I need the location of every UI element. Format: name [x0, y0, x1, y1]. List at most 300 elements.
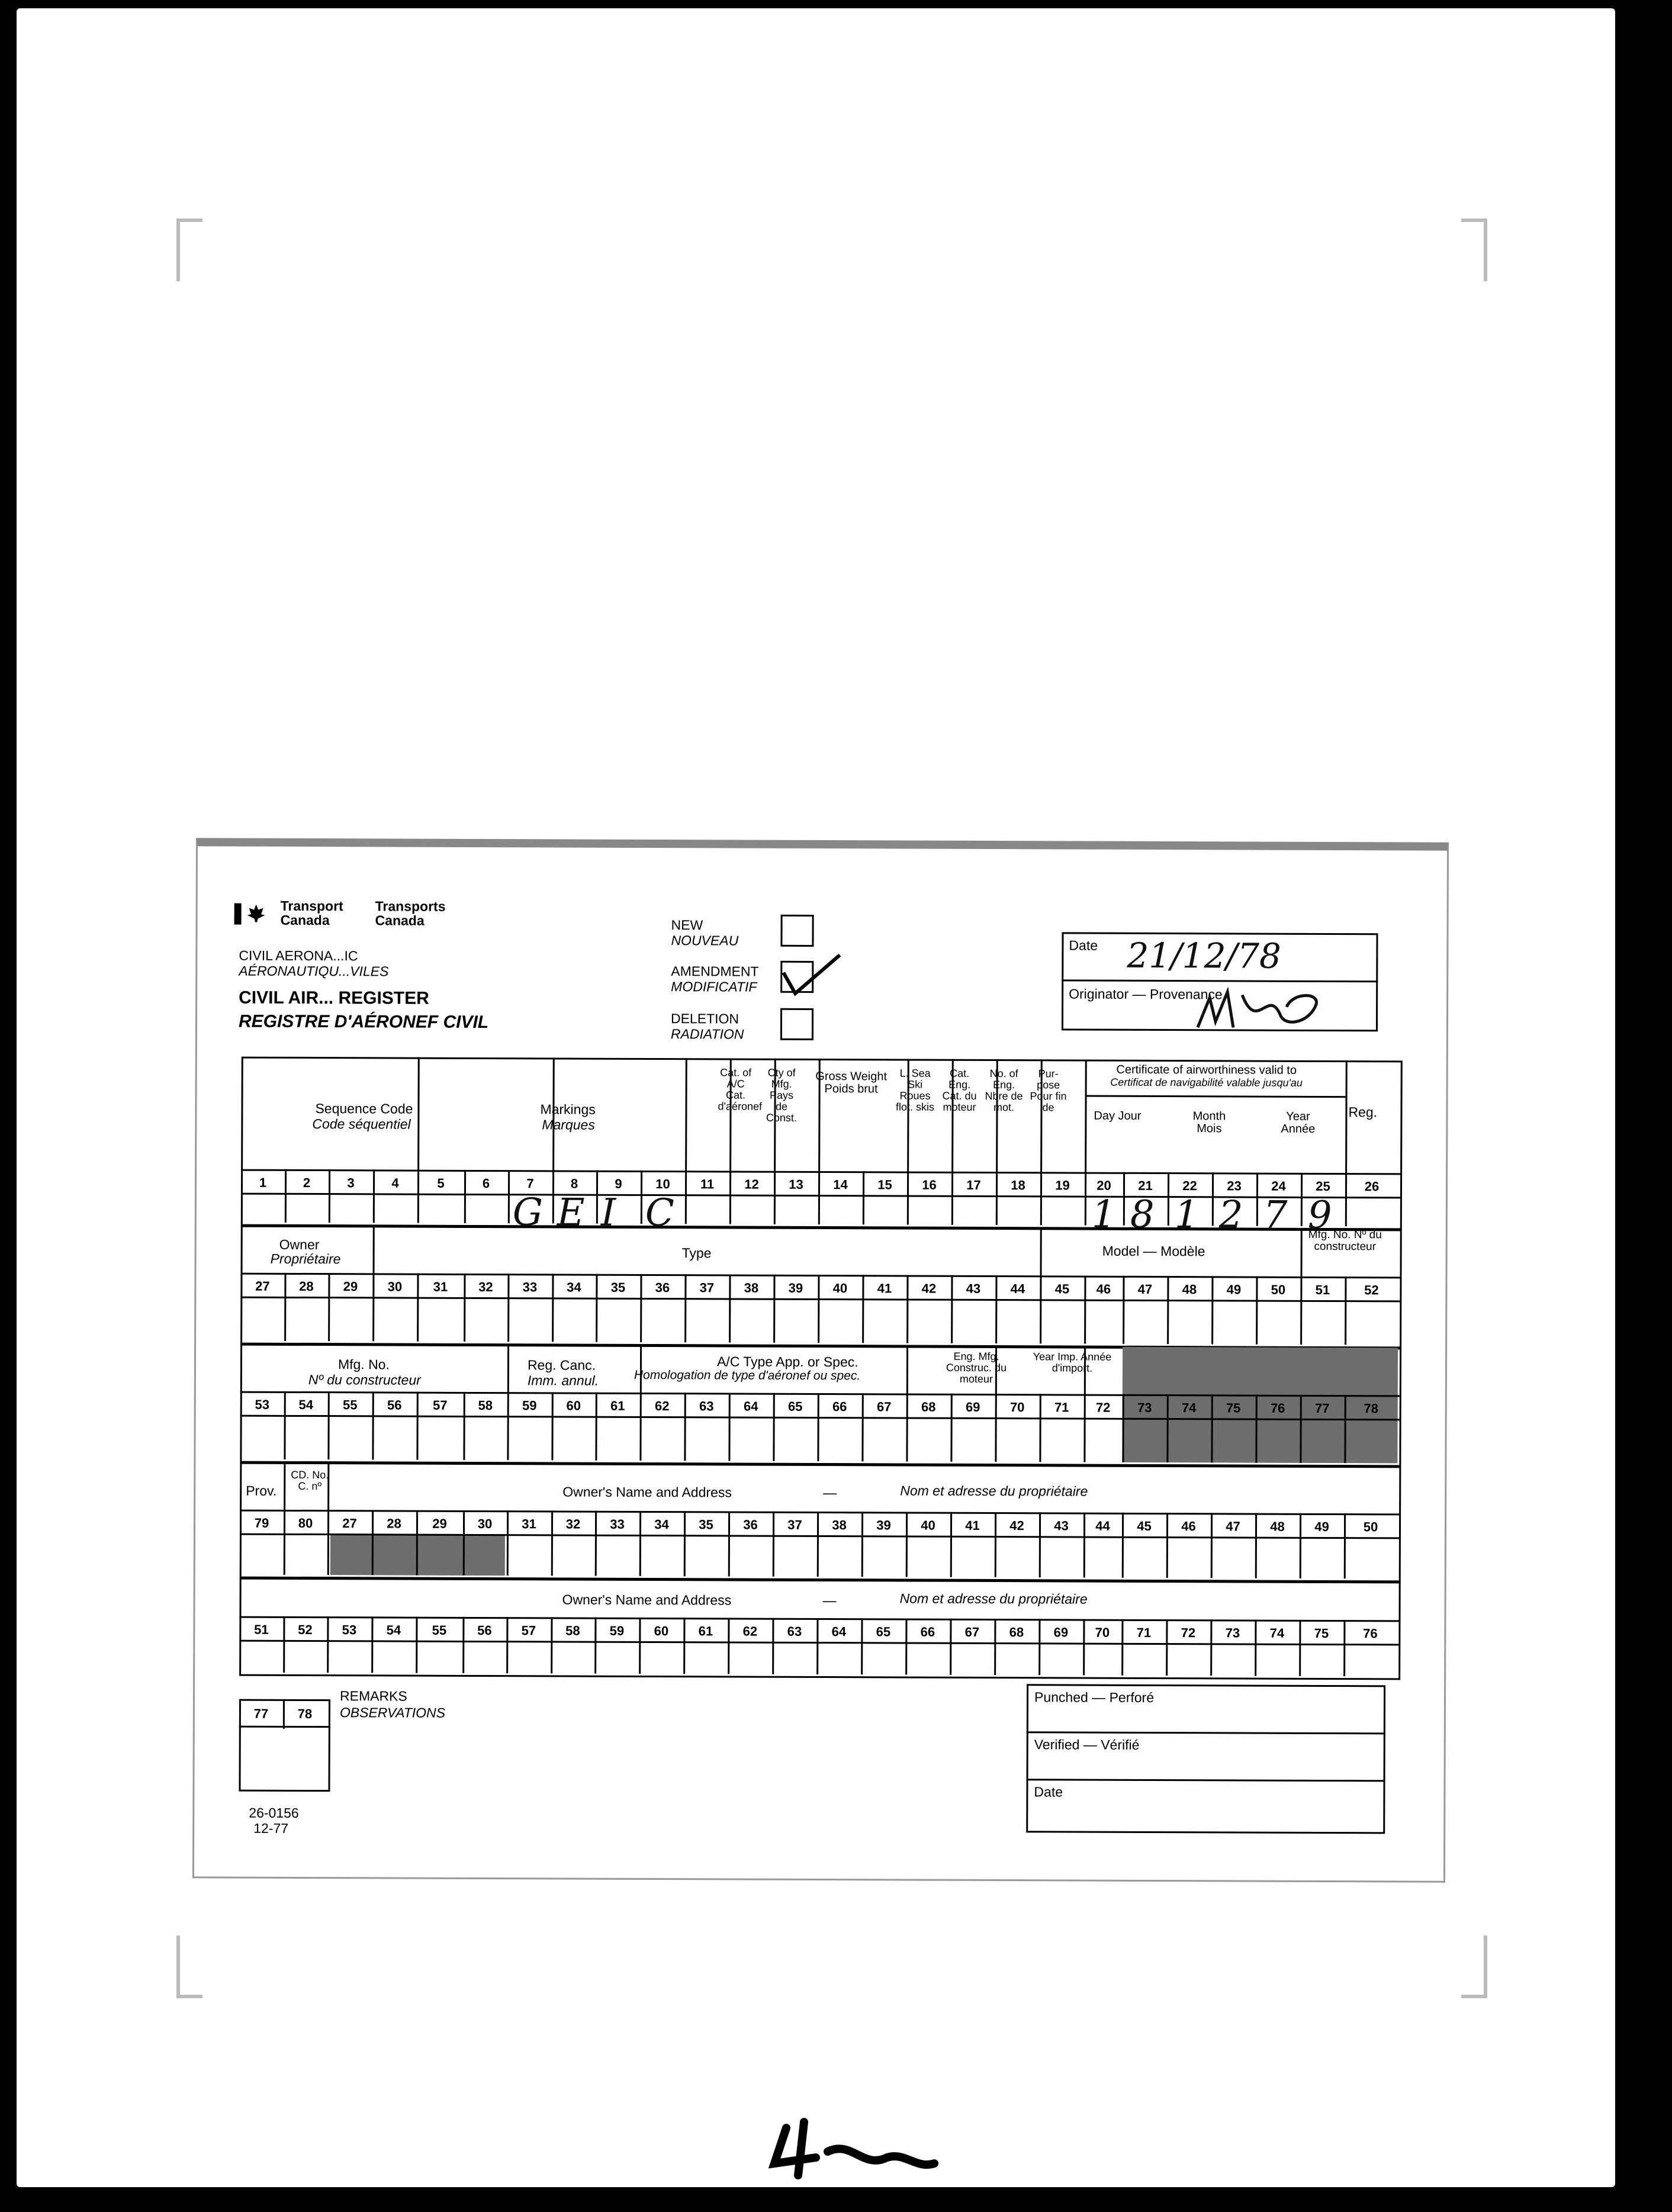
row4-input-cell[interactable] — [863, 1537, 906, 1577]
row3-input-cell[interactable] — [686, 1418, 728, 1461]
mfg-no-label: Mfg. No. Nº du constructeur — [1308, 1228, 1382, 1253]
row4-cell-number: 44 — [1095, 1518, 1110, 1533]
row5-cell-number: 62 — [742, 1623, 758, 1639]
row5-input-cell[interactable] — [685, 1643, 728, 1674]
owner-name-2-label-fr: Nom et adresse du propriétaire — [899, 1590, 1088, 1607]
row2-cell-number: 42 — [921, 1281, 937, 1296]
row3-header-divider — [507, 1345, 509, 1392]
certificate-label-fr: Certificat de navigabilité valable jusqu'au — [1110, 1076, 1303, 1089]
row2-input-cell[interactable] — [242, 1298, 284, 1341]
row3-cell-number: 72 — [1095, 1400, 1111, 1415]
row2-cell-number: 32 — [478, 1279, 493, 1295]
row2-input-cell[interactable] — [864, 1300, 906, 1343]
row5-cell-number: 67 — [964, 1624, 980, 1639]
row3-cell-number: 58 — [478, 1397, 493, 1413]
row1-cell-number: 4 — [391, 1175, 399, 1191]
form-revision: 12-77 — [253, 1820, 289, 1836]
row5-input-cell[interactable] — [552, 1642, 594, 1673]
form-number: 26-0156 — [249, 1805, 299, 1821]
row4-input-cell[interactable] — [641, 1536, 684, 1576]
row2-cell-number: 33 — [522, 1279, 538, 1295]
new-checkbox[interactable] — [780, 915, 814, 947]
row1-cell-number: 17 — [966, 1177, 981, 1192]
row4-input-cell[interactable] — [730, 1536, 773, 1576]
checkmark-icon — [777, 952, 843, 999]
row2-cell-number: 49 — [1226, 1282, 1242, 1297]
civil-aircraft-register-form — [192, 838, 1449, 1882]
row5-cell-number: 66 — [920, 1624, 935, 1639]
sequence-code-label: Sequence Code — [315, 1101, 413, 1117]
row4-input-cell[interactable] — [908, 1538, 950, 1577]
row1-input-cell[interactable] — [820, 1197, 863, 1224]
row4-cell-number: 30 — [477, 1516, 493, 1532]
row3-input-cell[interactable] — [597, 1418, 639, 1461]
processing-box — [1026, 1684, 1385, 1834]
certificate-handwritten: 1 — [1091, 1192, 1116, 1237]
row2-input-cell[interactable] — [465, 1299, 507, 1342]
row1-cell-number: 14 — [833, 1177, 848, 1192]
row4-input-cell[interactable] — [1346, 1539, 1397, 1578]
row2-header-divider — [1040, 1228, 1042, 1275]
row1-cell-number: 25 — [1316, 1178, 1330, 1194]
form-title-fr: REGISTRE D'AÉRONEF CIVIL — [238, 1011, 489, 1033]
row2-input-cell[interactable] — [731, 1300, 773, 1342]
row3-input-cell[interactable] — [374, 1417, 416, 1459]
owner-name-2-dash: — — [822, 1593, 837, 1609]
row2-input-cell[interactable] — [908, 1301, 951, 1343]
row3-cell-number: 53 — [255, 1397, 270, 1412]
row4-input-cell[interactable] — [1301, 1539, 1344, 1578]
row2-input-cell[interactable] — [1169, 1301, 1211, 1344]
row5-cell-number: 69 — [1053, 1625, 1069, 1640]
owner-name-label-fr: Nom et adresse du propriétaire — [900, 1483, 1088, 1499]
row1-cell-number: 12 — [744, 1176, 759, 1192]
row5-cell-number: 75 — [1314, 1625, 1329, 1641]
ac-type-label-fr: Homologation de type d'aéronef ou spec. — [634, 1368, 861, 1383]
row4-cell-number: 46 — [1181, 1519, 1196, 1534]
row1-cell-number: 11 — [700, 1176, 715, 1192]
row4-input-cell[interactable] — [242, 1535, 284, 1575]
row2-input-cell[interactable] — [374, 1298, 417, 1341]
prov-label: Prov. — [246, 1483, 277, 1499]
row3-cell-number: 73 — [1137, 1400, 1152, 1415]
certificate-handwritten: 1 — [1174, 1193, 1199, 1237]
reg-label: Reg. — [1348, 1104, 1378, 1120]
row2-input-cell[interactable] — [1086, 1301, 1123, 1344]
certificate-handwritten: 7 — [1263, 1193, 1288, 1237]
row5-input-cell[interactable] — [241, 1642, 283, 1673]
row4-cell-number: 80 — [298, 1515, 313, 1531]
row4-input-cell[interactable] — [418, 1536, 463, 1576]
ac-type-label: A/C Type App. or Spec. — [716, 1353, 858, 1370]
new-label-fr: NOUVEAU — [671, 933, 739, 949]
row5-input-cell[interactable] — [464, 1642, 506, 1673]
row3-cell-number: 54 — [298, 1397, 314, 1413]
row3-input-cell[interactable] — [1085, 1420, 1122, 1462]
row3-cell-number: 57 — [432, 1397, 448, 1413]
crop-mark-bottom-right — [1461, 1936, 1487, 1998]
row2-cell-number: 48 — [1182, 1282, 1197, 1297]
row4-input-cell[interactable] — [329, 1535, 372, 1575]
row4-cell-number: 49 — [1314, 1519, 1329, 1534]
row4-input-cell[interactable] — [996, 1538, 1039, 1577]
mfg-no-2-label-fr: Nº du constructeur — [308, 1371, 421, 1388]
row1-cell-number: 26 — [1364, 1179, 1380, 1194]
row1-input-cell[interactable] — [287, 1195, 329, 1223]
row1-input-cell[interactable] — [466, 1195, 508, 1223]
row1-input-cell[interactable] — [998, 1197, 1040, 1225]
row3-header-divider — [906, 1346, 908, 1394]
row5-input-cell[interactable] — [1212, 1645, 1255, 1676]
row4-header-divider — [284, 1462, 285, 1510]
cat-eng-label: Cat. Eng. Cat. du moteur — [942, 1067, 977, 1113]
row4-header-divider — [327, 1462, 329, 1510]
row4-cell-number: 33 — [610, 1516, 625, 1532]
row3-cell-number: 78 — [1364, 1401, 1378, 1416]
markings-label: Markings — [540, 1101, 596, 1117]
row1-input-cell[interactable] — [687, 1196, 729, 1224]
row2-cell-number: 34 — [567, 1279, 581, 1295]
dept-en-2: Canada — [280, 912, 330, 928]
year-imp-label: Year Imp. Année d'import. — [1033, 1351, 1112, 1374]
row3-input-cell[interactable] — [418, 1417, 463, 1460]
row1-input-cell[interactable] — [1347, 1198, 1398, 1226]
row2-cell-number: 37 — [699, 1280, 715, 1295]
crop-mark-top-left — [176, 218, 202, 281]
row5-input-cell[interactable] — [996, 1644, 1038, 1675]
row5-input-cell[interactable] — [1040, 1644, 1083, 1675]
row4-cell-number: 34 — [654, 1517, 669, 1532]
row1-cell-number: 24 — [1271, 1178, 1286, 1194]
owner-name-2-label: Owner's Name and Address — [562, 1592, 732, 1608]
row1-input-cell[interactable] — [776, 1197, 818, 1224]
row5-cell-number: 54 — [386, 1622, 401, 1638]
row5-input-cell[interactable] — [1168, 1645, 1210, 1676]
row2-input-cell[interactable] — [1346, 1302, 1398, 1345]
row2-cell-number: 35 — [610, 1279, 626, 1295]
row2-input-cell[interactable] — [419, 1299, 464, 1342]
row4-input-cell[interactable] — [509, 1536, 551, 1576]
row2-cell-number: 36 — [655, 1280, 670, 1295]
row5-cell-number: 57 — [521, 1623, 536, 1638]
row3-input-cell[interactable] — [908, 1419, 950, 1462]
row4-input-cell[interactable] — [1124, 1538, 1166, 1578]
type-label: Type — [681, 1245, 712, 1261]
row5-cell-number: 61 — [698, 1623, 713, 1639]
row4-input-cell[interactable] — [686, 1536, 728, 1576]
row5-input-cell[interactable] — [729, 1643, 772, 1674]
row3-cell-number: 67 — [876, 1399, 892, 1414]
row4-cell-number: 29 — [432, 1516, 447, 1531]
row1-cell-number: 15 — [877, 1177, 892, 1192]
row2-input-cell[interactable] — [997, 1301, 1040, 1343]
row5-input-cell[interactable] — [329, 1642, 371, 1673]
row2-cell-number: 47 — [1137, 1281, 1153, 1297]
row3-input-cell[interactable] — [641, 1418, 684, 1461]
row1-input-cell[interactable] — [330, 1195, 373, 1223]
row1-input-cell[interactable] — [864, 1197, 907, 1224]
row2-input-cell[interactable] — [597, 1300, 640, 1342]
row5-input-cell[interactable] — [641, 1643, 683, 1674]
no-eng-label: No. of Eng. Nbre de mot. — [985, 1067, 1023, 1113]
row3-input-cell[interactable] — [329, 1417, 372, 1459]
row3-cell-number: 65 — [787, 1398, 803, 1414]
branch-en: CIVIL AERONA...IC — [239, 947, 358, 964]
row5-input-cell[interactable] — [1256, 1645, 1299, 1676]
branch-fr: AÉRONAUTIQU...VILES — [239, 963, 389, 979]
row2-input-cell[interactable] — [953, 1301, 995, 1343]
new-label: NEW — [671, 917, 703, 933]
certificate-handwritten: 8 — [1130, 1192, 1155, 1237]
row2-input-cell[interactable] — [286, 1298, 328, 1341]
dept-fr: Transports — [375, 898, 446, 914]
row3-input-cell[interactable] — [819, 1419, 861, 1461]
row3-cell-number: 64 — [743, 1398, 758, 1414]
row4-input-cell[interactable] — [374, 1535, 416, 1575]
row2-input-cell[interactable] — [775, 1300, 818, 1343]
remarks-label-fr: OBSERVATIONS — [339, 1705, 446, 1721]
row1-cell-number: 23 — [1227, 1178, 1242, 1194]
row1-input-cell[interactable] — [375, 1195, 417, 1223]
row5-input-cell[interactable] — [951, 1644, 994, 1675]
row5-cell-number: 59 — [609, 1623, 625, 1638]
row3-input-cell[interactable] — [242, 1417, 284, 1459]
row2-input-cell[interactable] — [509, 1299, 552, 1342]
month-label: Month Mois — [1192, 1110, 1226, 1136]
row1-input-cell[interactable] — [909, 1197, 951, 1225]
row3-input-cell[interactable] — [553, 1417, 595, 1460]
row4-cell-number: 38 — [832, 1517, 847, 1533]
row3-header-divider — [995, 1346, 997, 1394]
dept-fr-2: Canada — [375, 912, 425, 928]
row3-input-cell[interactable] — [1168, 1420, 1211, 1462]
row1-input-cell[interactable] — [1042, 1197, 1085, 1225]
markings-handwritten: C — [645, 1191, 674, 1236]
row2-cell-number: 27 — [255, 1278, 270, 1294]
row2-cell-number: 30 — [387, 1279, 403, 1294]
row1-cell-number: 8 — [570, 1176, 578, 1191]
row1-cell-number: 3 — [347, 1175, 355, 1191]
row4-input-cell[interactable] — [1168, 1538, 1211, 1578]
row2-cell-number: 41 — [877, 1281, 892, 1296]
row2-input-cell[interactable] — [1302, 1302, 1345, 1345]
row1-cell-number: 2 — [303, 1175, 311, 1190]
row5-cell-number: 52 — [298, 1622, 313, 1638]
row4-input-cell[interactable] — [819, 1537, 861, 1577]
row5-input-cell[interactable] — [907, 1644, 950, 1675]
row1-cell-number: 21 — [1138, 1178, 1153, 1193]
row5-cell-number: 73 — [1225, 1625, 1240, 1641]
certificate-handwritten: 2 — [1218, 1193, 1243, 1237]
row4-input-cell[interactable] — [952, 1538, 995, 1577]
row3-input-cell[interactable] — [774, 1419, 817, 1461]
row2-input-cell[interactable] — [1213, 1301, 1256, 1344]
row2-input-cell[interactable] — [554, 1299, 596, 1342]
row1-cell-number: 5 — [437, 1175, 445, 1191]
row3-input-cell[interactable] — [285, 1417, 327, 1459]
row4-input-cell[interactable] — [553, 1536, 595, 1576]
row2-input-cell[interactable] — [819, 1300, 862, 1343]
row1-cell-number: 7 — [526, 1176, 534, 1191]
row4-cell-number: 27 — [342, 1516, 357, 1531]
row4-cell-number: 41 — [965, 1517, 980, 1533]
row3-input-cell[interactable] — [863, 1419, 906, 1461]
row5-cell-number: 56 — [477, 1622, 492, 1638]
row5-cell-number: 65 — [876, 1624, 891, 1639]
row5-input-cell[interactable] — [1085, 1645, 1121, 1676]
row1-cell-number: 1 — [259, 1175, 267, 1190]
row3-header-divider — [640, 1345, 642, 1393]
row1-input-cell[interactable] — [731, 1196, 774, 1224]
date-value: 21/12/78 — [1127, 935, 1282, 976]
row1-cell-number: 18 — [1011, 1178, 1025, 1193]
row3-input-cell[interactable] — [1213, 1420, 1255, 1462]
row2-cell-number: 28 — [299, 1278, 314, 1294]
originator-signature — [1192, 980, 1322, 1037]
row4-input-cell[interactable] — [1041, 1538, 1083, 1577]
row1-input-cell[interactable] — [953, 1197, 996, 1225]
row5-input-cell[interactable] — [596, 1643, 639, 1674]
row5-input-cell[interactable] — [508, 1642, 551, 1673]
row3-cells — [198, 846, 1447, 850]
row3-input-cell[interactable] — [1041, 1419, 1083, 1462]
row2-cell-number: 40 — [832, 1281, 848, 1296]
owner-name-dash: — — [823, 1485, 837, 1501]
row4-input-cell[interactable] — [597, 1536, 639, 1576]
row5-input-cell[interactable] — [373, 1642, 416, 1673]
row2-cell-number: 52 — [1364, 1282, 1379, 1298]
row3-cell-number: 74 — [1181, 1400, 1197, 1416]
row2-cell-number: 43 — [966, 1281, 981, 1296]
row4-cell-number: 79 — [254, 1515, 269, 1531]
row5-input-cell[interactable] — [818, 1644, 861, 1674]
row1-cell-number: 20 — [1097, 1178, 1111, 1193]
row2-cells — [198, 846, 1447, 850]
row3-input-cell[interactable] — [465, 1417, 507, 1460]
row3-input-cell[interactable] — [1346, 1420, 1397, 1463]
row2-input-cell[interactable] — [686, 1300, 729, 1342]
certificate-label: Certificate of airworthiness valid to — [1116, 1063, 1297, 1077]
row2-input-cell[interactable] — [642, 1300, 684, 1342]
row1-input-cell[interactable] — [419, 1195, 464, 1223]
row2-cell-number: 44 — [1010, 1281, 1025, 1297]
deletion-checkbox[interactable] — [780, 1008, 814, 1040]
row4-input-cell[interactable] — [465, 1536, 507, 1576]
row2-input-cell[interactable] — [1041, 1301, 1084, 1343]
originator-label: Originator — Provenance — [1069, 986, 1223, 1002]
row3-input-cell[interactable] — [952, 1419, 995, 1462]
row3-cell-number: 63 — [699, 1398, 714, 1414]
row2-input-cell[interactable] — [330, 1298, 372, 1341]
row4-cell-number: 35 — [699, 1517, 713, 1532]
row4-cell-number: 40 — [921, 1517, 935, 1533]
row5-input-cell[interactable] — [863, 1644, 905, 1674]
row1-input-cell[interactable] — [243, 1195, 285, 1223]
row4-input-cell[interactable] — [774, 1537, 817, 1577]
row5-input-cell[interactable] — [417, 1642, 462, 1673]
remarks-label: REMARKS — [339, 1688, 407, 1704]
row4-cell-number: 37 — [787, 1517, 802, 1532]
row4-input-cell[interactable] — [1213, 1538, 1255, 1578]
eng-mfg-label: Eng. Mfg. Construc. du moteur — [946, 1350, 1007, 1385]
row5-cell-number: 76 — [1363, 1626, 1378, 1641]
row5-cell-number: 58 — [565, 1623, 580, 1638]
row2-input-cell[interactable] — [1124, 1301, 1167, 1344]
row5-cell-number: 70 — [1095, 1625, 1110, 1640]
row4-cell-number: 39 — [876, 1517, 891, 1533]
row3-input-cell[interactable] — [1257, 1420, 1300, 1463]
markings-handwritten: E — [557, 1191, 585, 1235]
gross-weight-label: Gross Weight Poids brut — [815, 1069, 888, 1096]
row3-cell-number: 62 — [654, 1398, 670, 1414]
row1-cell-number: 19 — [1055, 1178, 1070, 1193]
row3-cell-number: 55 — [342, 1397, 358, 1413]
reg-canc-label: Reg. Canc. — [527, 1357, 596, 1373]
certificate-handwritten: 9 — [1307, 1193, 1332, 1238]
dept-en: Transport — [280, 898, 343, 914]
canada-flag-icon — [234, 904, 270, 925]
row2-input-cell[interactable] — [1258, 1302, 1300, 1345]
row4-input-cell[interactable] — [1257, 1539, 1300, 1578]
row3-cell-number: 59 — [522, 1398, 537, 1413]
row2-cell-number: 51 — [1315, 1282, 1330, 1298]
row5-input-cell[interactable] — [1123, 1645, 1166, 1676]
row4-input-cell[interactable] — [285, 1535, 327, 1575]
row3-cell-number: 71 — [1054, 1400, 1069, 1415]
row4-cell-number: 28 — [387, 1516, 401, 1531]
row3-input-cell[interactable] — [1301, 1420, 1344, 1463]
cty-mfg-label: Cty of Mfg. Pays de Const. — [766, 1066, 797, 1124]
row2-header-divider — [373, 1226, 375, 1273]
row4-cell-number: 48 — [1270, 1519, 1285, 1534]
row4-cell-number: 32 — [565, 1516, 581, 1532]
row4-cell-number: 42 — [1009, 1518, 1024, 1533]
row4-cell-number: 50 — [1363, 1519, 1378, 1535]
row5-cell-number: 60 — [654, 1623, 669, 1639]
model-label: Model — Modèle — [1102, 1243, 1205, 1259]
row1-cell-number: 6 — [482, 1176, 490, 1191]
row5-cell-number: 71 — [1136, 1625, 1152, 1640]
row3-cell-number: 68 — [921, 1399, 936, 1414]
row3-cell-number: 70 — [1009, 1400, 1025, 1415]
row5-input-cell[interactable] — [1301, 1645, 1343, 1676]
row5-cell-number: 74 — [1269, 1625, 1285, 1641]
owner-name-label: Owner's Name and Address — [562, 1484, 732, 1500]
punched-label: Punched — Perforé — [1034, 1689, 1155, 1705]
row3-input-cell[interactable] — [730, 1418, 773, 1461]
markings-handwritten: G — [512, 1191, 544, 1235]
row3-input-cell[interactable] — [996, 1419, 1039, 1462]
row5-cell-number: 64 — [831, 1624, 847, 1639]
row2-cell-number: 31 — [433, 1279, 448, 1294]
amendment-label: AMENDMENT — [671, 963, 759, 979]
row5-input-cell[interactable] — [285, 1642, 327, 1673]
purpose-label: Pur-pose Pour fin de — [1030, 1068, 1067, 1114]
crop-mark-top-right — [1461, 218, 1487, 281]
row5-input-cell[interactable] — [1345, 1645, 1397, 1676]
row4-cells — [198, 846, 1447, 850]
row4-input-cell[interactable] — [1085, 1538, 1122, 1578]
row4-cell-number: 36 — [743, 1517, 758, 1532]
row2-cell-number: 29 — [343, 1279, 358, 1294]
row3-input-cell[interactable] — [509, 1417, 551, 1460]
handwritten-page-mark — [763, 2116, 940, 2181]
row1-cell-number: 10 — [655, 1176, 670, 1192]
row3-cell-number: 61 — [610, 1398, 625, 1413]
row3-input-cell[interactable] — [1124, 1420, 1166, 1462]
row5-cell-number: 55 — [432, 1622, 447, 1638]
row5-input-cell[interactable] — [774, 1644, 816, 1674]
